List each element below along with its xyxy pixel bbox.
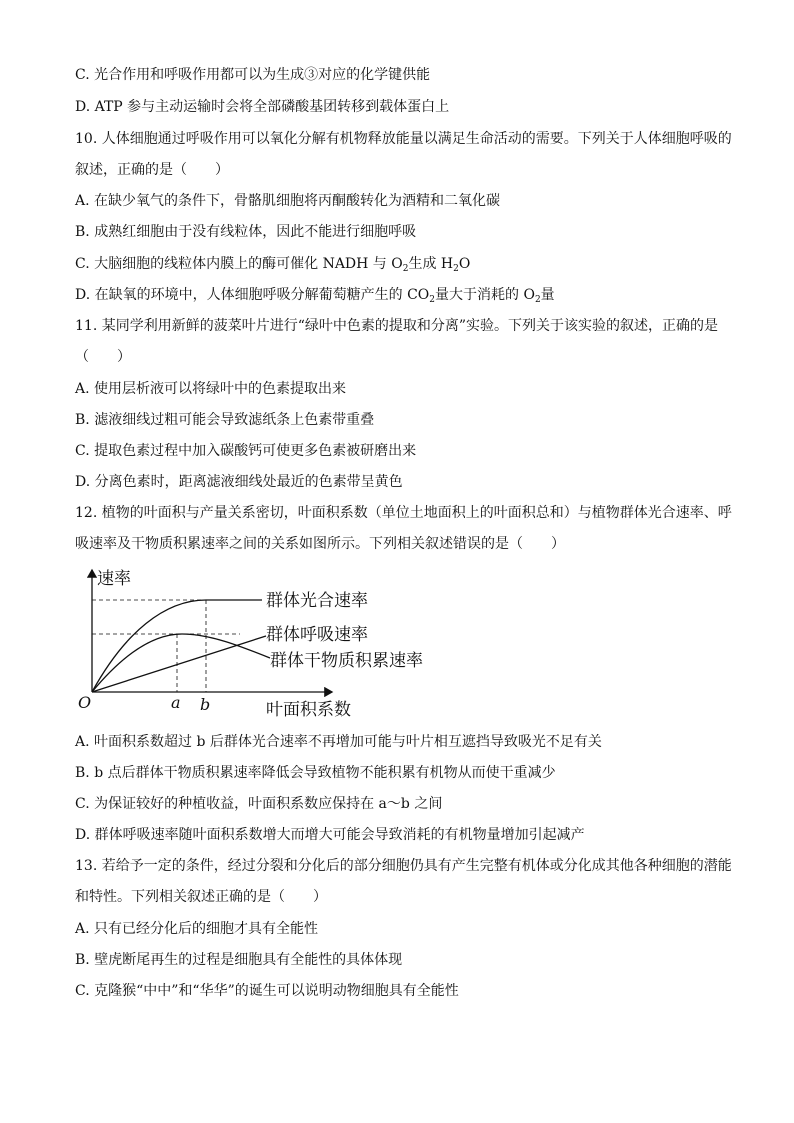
q12-option-b: B. b 点后群体干物质积累速率降低会导致植物不能积累有机物从而使干重减少 — [75, 765, 556, 781]
q12-stem-line1: 12. 植物的叶面积与产量关系密切，叶面积系数（单位土地面积上的叶面积总和）与植物群体光合速率、呼 — [75, 505, 732, 521]
q12-option-c: C. 为保证较好的种植收益，叶面积系数应保持在 a～b 之间 — [75, 796, 443, 812]
q11-stem-line1: 11. 某同学利用新鲜的菠菜叶片进行“绿叶中色素的提取和分离”实验。下列关于该实验的叙述，正确的是 — [75, 318, 719, 334]
q10-c-sub2: 2 — [453, 264, 459, 274]
q10-option-a: A. 在缺少氧气的条件下，骨骼肌细胞将丙酮酸转化为酒精和二氧化碳 — [75, 193, 501, 209]
point-a-label: a — [171, 693, 181, 712]
leaf-area-rate-figure — [70, 562, 470, 722]
q9-option-c: C. 光合作用和呼吸作用都可以为生成③对应的化学键供能 — [75, 67, 431, 83]
q9-option-d: D. ATP 参与主动运输时会将全部磷酸基团转移到载体蛋白上 — [75, 99, 450, 115]
q10-option-b: B. 成熟红细胞由于没有线粒体，因此不能进行细胞呼吸 — [75, 224, 417, 240]
q10-d-text3: 量 — [540, 287, 555, 303]
q10-c-sub1: 2 — [402, 264, 409, 274]
q10-d-sub2: 2 — [534, 295, 541, 305]
q10-option-c — [75, 254, 470, 274]
q12-option-d: D. 群体呼吸速率随叶面积系数增大而增大可能会导致消耗的有机物量增加引起减产 — [75, 827, 585, 843]
q13-option-a: A. 只有已经分化后的细胞才具有全能性 — [75, 921, 319, 937]
q13-stem-line1: 13. 若给予一定的条件，经过分裂和分化后的部分细胞仍具有产生完整有机体或分化成其他各种细胞的潜能 — [75, 858, 732, 874]
point-b-label: b — [200, 695, 211, 714]
q11-option-a: A. 使用层析液可以将绿叶中的色素提取出来 — [75, 381, 347, 397]
q10-option-d — [75, 285, 555, 305]
q10-d-text1: D. 在缺氧的环境中，人体细胞呼吸分解葡萄糖产生的 CO — [75, 287, 430, 303]
label-respiration: 群体呼吸速率 — [266, 625, 368, 645]
label-dry-matter: 群体干物质积累速率 — [270, 651, 423, 671]
q10-c-text2: 生成 H — [408, 256, 454, 272]
x-axis-label: 叶面积系数 — [266, 700, 351, 720]
label-photosynthesis: 群体光合速率 — [266, 591, 368, 611]
y-axis-label: 速率 — [97, 569, 131, 589]
q10-d-sub1: 2 — [429, 295, 435, 305]
q11-option-c: C. 提取色素过程中加入碳酸钙可使更多色素被研磨出来 — [75, 443, 417, 459]
q13-stem-line2: 和特性。下列相关叙述正确的是（ ） — [75, 889, 327, 905]
q10-c-text3: O — [458, 256, 471, 272]
q13-option-b: B. 壁虎断尾再生的过程是细胞具有全能性的具体体现 — [75, 952, 403, 968]
q12-option-a: A. 叶面积系数超过 b 后群体光合速率不再增加可能与叶片相互遮挡导致吸光不足有关 — [75, 734, 602, 750]
q10-stem-line2: 叙述，正确的是（ ） — [75, 162, 229, 178]
q10-stem-line1: 10. 人体细胞通过呼吸作用可以氧化分解有机物释放能量以满足生命活动的需要。下列关于人体细胞呼吸的 — [75, 131, 732, 147]
q12-stem-line2: 吸速率及干物质积累速率之间的关系如图所示。下列相关叙述错误的是（ ） — [75, 536, 565, 552]
q11-stem-line2: （ ） — [75, 349, 131, 365]
q11-option-b: B. 滤液细线过粗可能会导致滤纸条上色素带重叠 — [75, 412, 375, 428]
q13-option-c: C. 克隆猴“中中”和“华华”的诞生可以说明动物细胞具有全能性 — [75, 983, 459, 999]
q11-option-d: D. 分离色素时，距离滤液细线处最近的色素带呈黄色 — [75, 474, 403, 490]
q10-d-text2: 量大于消耗的 O — [435, 287, 535, 303]
origin-label: O — [78, 693, 92, 712]
q10-c-text1: C. 大脑细胞的线粒体内膜上的酶可催化 NADH 与 O — [75, 256, 403, 272]
